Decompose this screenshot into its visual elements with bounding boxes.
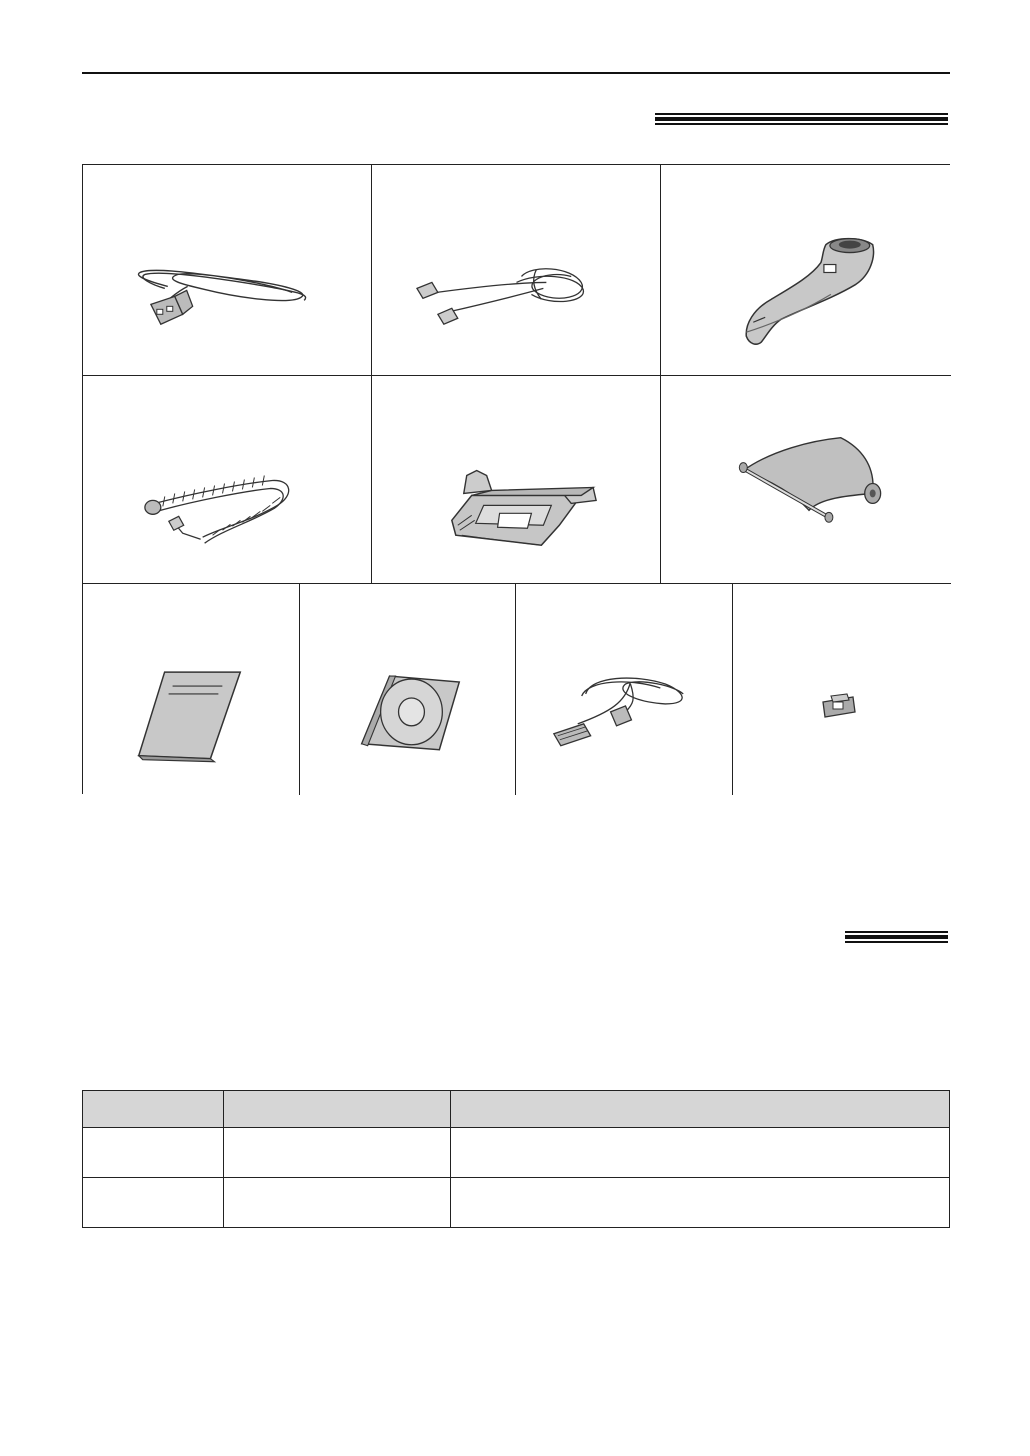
ink-film-roll-icon [661,376,951,583]
power-cord-icon [83,165,371,375]
column-header [83,1091,224,1128]
accessory-power-cord [83,165,372,376]
accessory-adaptor-plug [733,584,951,795]
accessory-printer-cable [516,584,733,795]
table-header-row [83,1091,950,1128]
cd-rom-icon [300,584,515,795]
table-cell [450,1128,949,1178]
handset-cord-icon [83,376,371,583]
accessory-operating-instructions [83,584,300,795]
accessory-ink-film-roll [661,376,951,584]
table-row [83,1128,950,1178]
table-cell [83,1128,224,1178]
info-table [82,1090,950,1228]
table-row [83,1178,950,1228]
column-header [223,1091,450,1128]
book-icon [83,584,299,795]
table-cell [450,1178,949,1228]
section-title-underline [655,113,948,125]
accessories-grid [82,164,950,794]
table-cell [83,1178,224,1228]
accessory-handset [661,165,951,376]
printer-cable-icon [516,584,732,795]
table-cell [223,1128,450,1178]
accessory-handset-cord [83,376,372,584]
telephone-line-cord-icon [372,165,660,375]
header-rule [82,72,950,74]
section-title-underline [845,931,948,943]
column-header [450,1091,949,1128]
accessory-cd-rom [300,584,516,795]
handset-icon [661,165,951,375]
accessory-paper-tray [372,376,661,584]
paper-tray-icon [372,376,660,583]
adaptor-plug-icon [733,584,951,795]
accessory-telephone-line-cord [372,165,661,376]
table-cell [223,1178,450,1228]
